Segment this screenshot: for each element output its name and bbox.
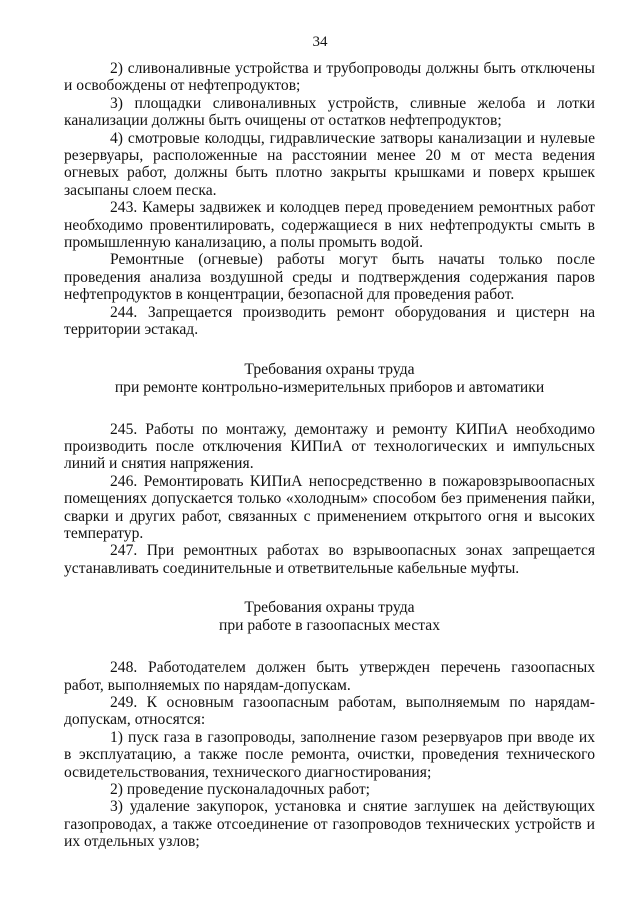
heading-line: при работе в газоопасных местах <box>218 617 441 635</box>
page-number: 34 <box>312 34 328 50</box>
paragraph: 248. Работодателем должен быть утвержден перечень газоопасных работ, выполняемых по нарядам-допускам. <box>64 659 595 694</box>
paragraph: 243. Камеры задвижек и колодцев перед проведением ремонтных работ необходимо провентилировать, содержащиеся в них нефтепродукты смыть в промышленную канализацию, а полы промыть водой. <box>64 199 595 252</box>
paragraph: 3) площадки сливоналивных устройств, сливные желоба и лотки канализации должны быть очищены от остатков нефтепродуктов; <box>64 94 595 130</box>
paragraph: 246. Ремонтировать КИПиА непосредственно в пожаровзрывоопасных помещениях допускается только «холодным» способом без применения пайки, сварки и других работ, связанных с применением открытого огня и высоких температур. <box>64 472 595 542</box>
paragraph: 2) проведение пусконаладочных работ; <box>110 781 371 798</box>
section-heading-kipia <box>64 361 595 397</box>
paragraph: 247. При ремонтных работах во взрывоопасных зонах запрещается устанавливать соединительные и ответвительные кабельные муфты. <box>64 542 595 577</box>
heading-line: при ремонте контрольно-измерительных приборов и автоматики <box>114 378 545 396</box>
page-content <box>64 60 595 851</box>
paragraph: Ремонтные (огневые) работы могут быть начаты только после проведения анализа воздушной среды и подтверждения содержания паров нефтепродуктов в концентрации, безопасной для проведения работ. <box>64 251 595 304</box>
paragraph: 4) смотровые колодцы, гидравлические затворы канализации и нулевые резервуары, расположенные на расстоянии менее 20 м от места ведения огневых работ, должны быть плотно закрыты крышками и поверх крышек засыпаны слоем песка. <box>64 129 595 199</box>
paragraph: 3) удаление закупорок, установка и снятие заглушек на действующих газопроводах, а также отсоединение от газопроводов технических устройств и их отдельных узлов; <box>64 798 595 851</box>
paragraph: 1) пуск газа в газопроводы, заполнение газом резервуаров при вводе их в эксплуатацию, а также после ремонта, очистки, проведения технического освидетельствования, технического диагностирования; <box>64 728 595 781</box>
heading-line: Требования охраны труда <box>244 599 415 617</box>
heading-line: Требования охраны труда <box>244 360 415 378</box>
paragraph: 2) сливоналивные устройства и трубопроводы должны быть отключены и освобождены от нефтепродуктов; <box>64 60 595 95</box>
paragraph: 249. К основным газоопасным работам, выполняемым по нарядам-допускам, относятся: <box>64 693 595 729</box>
paragraph: 244. Запрещается производить ремонт оборудования и цистерн на территории эстакад. <box>64 303 595 339</box>
paragraph: 245. Работы по монтажу, демонтажу и ремонту КИПиА необходимо производить после отключения КИПиА от технологических и импульсных линий и снятия напряжения. <box>64 420 595 473</box>
section-heading-gas-hazard <box>64 599 595 635</box>
